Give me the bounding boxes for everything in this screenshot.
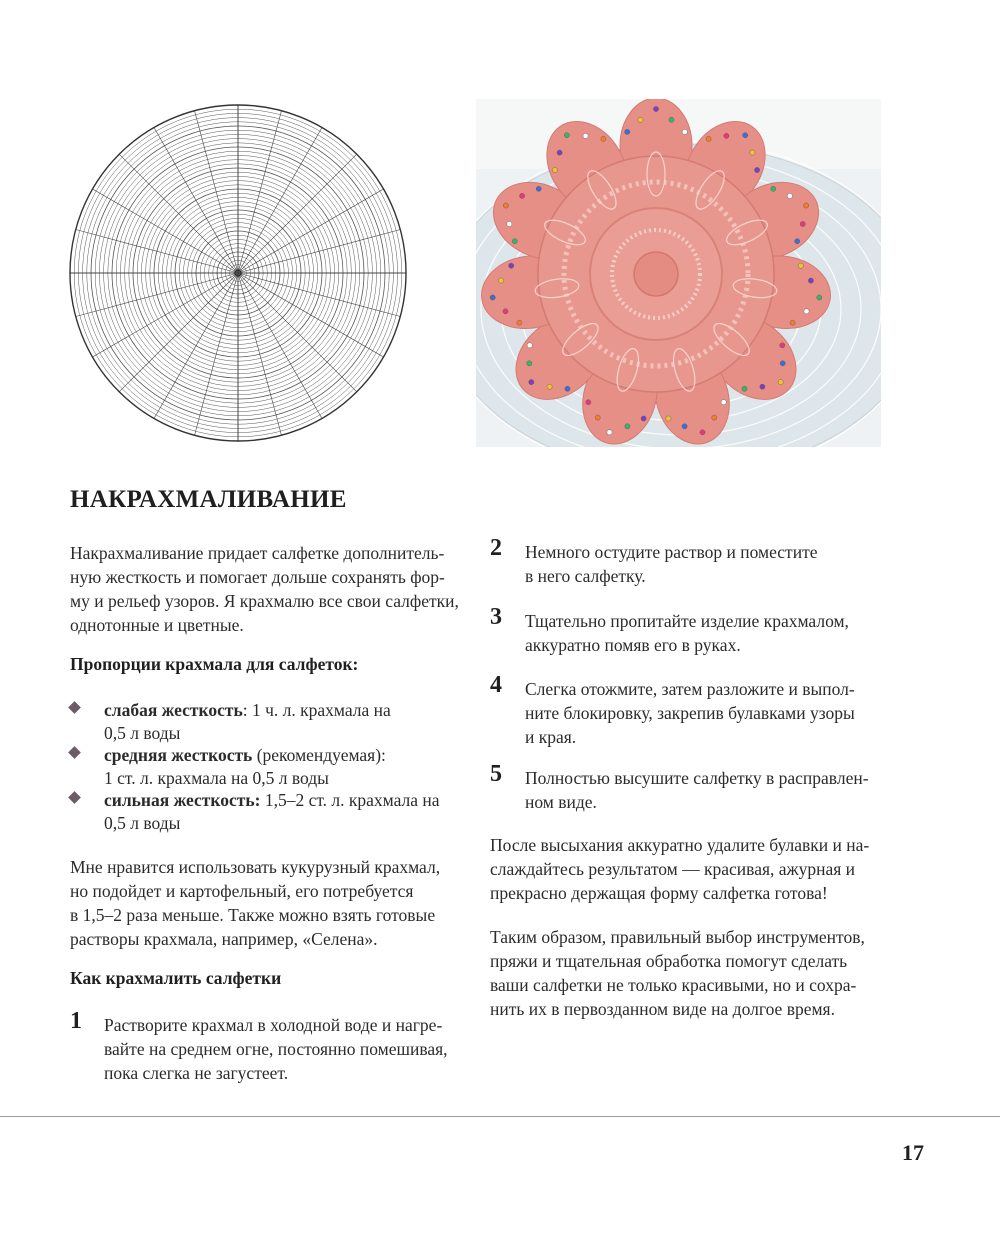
page-number: 17 xyxy=(902,1140,924,1165)
diamond-bullet-icon xyxy=(68,701,81,714)
footer-divider xyxy=(0,1116,1000,1117)
grid-spokes xyxy=(70,105,406,441)
diamond-bullet-icon xyxy=(68,791,81,804)
intro-paragraph: Накрахмаливание придает салфетке дополнитель- ную жесткость и помогает дольше сохранять фор- му и рельеф узоров. Я крахмалю все свои салфетки, однотонные и цветные. xyxy=(70,543,459,635)
polar-grid-figure xyxy=(68,99,408,447)
proportions-heading: Пропорции крахмала для салфеток: xyxy=(70,654,359,674)
diamond-bullet-icon xyxy=(68,746,81,759)
howto-heading: Как крахмалить салфетки xyxy=(70,968,282,988)
conclusion-paragraph: Таким образом, правильный выбор инструментов, пряжи и тщательная обработка помогут сделать ваши салфетки не только красивыми, но и сохра- нить их в первозданном виде на долгое время. xyxy=(490,927,865,1019)
starch-type-paragraph: Мне нравится использовать кукурузный крахмал, но подойдет и картофельный, его потребуется в 1,5–2 раза меньше. Также можно взять готовые растворы крахмала, например, «Селена». xyxy=(70,857,441,949)
after-drying-paragraph: После высыхания аккуратно удалите булавки и на- слаждайтесь результатом — красивая, ажурная и прекрасно держащая форму салфетка готова! xyxy=(490,835,870,903)
section-title: НАКРАХМАЛИВАНИЕ xyxy=(70,486,347,513)
doily-photo xyxy=(476,99,881,447)
